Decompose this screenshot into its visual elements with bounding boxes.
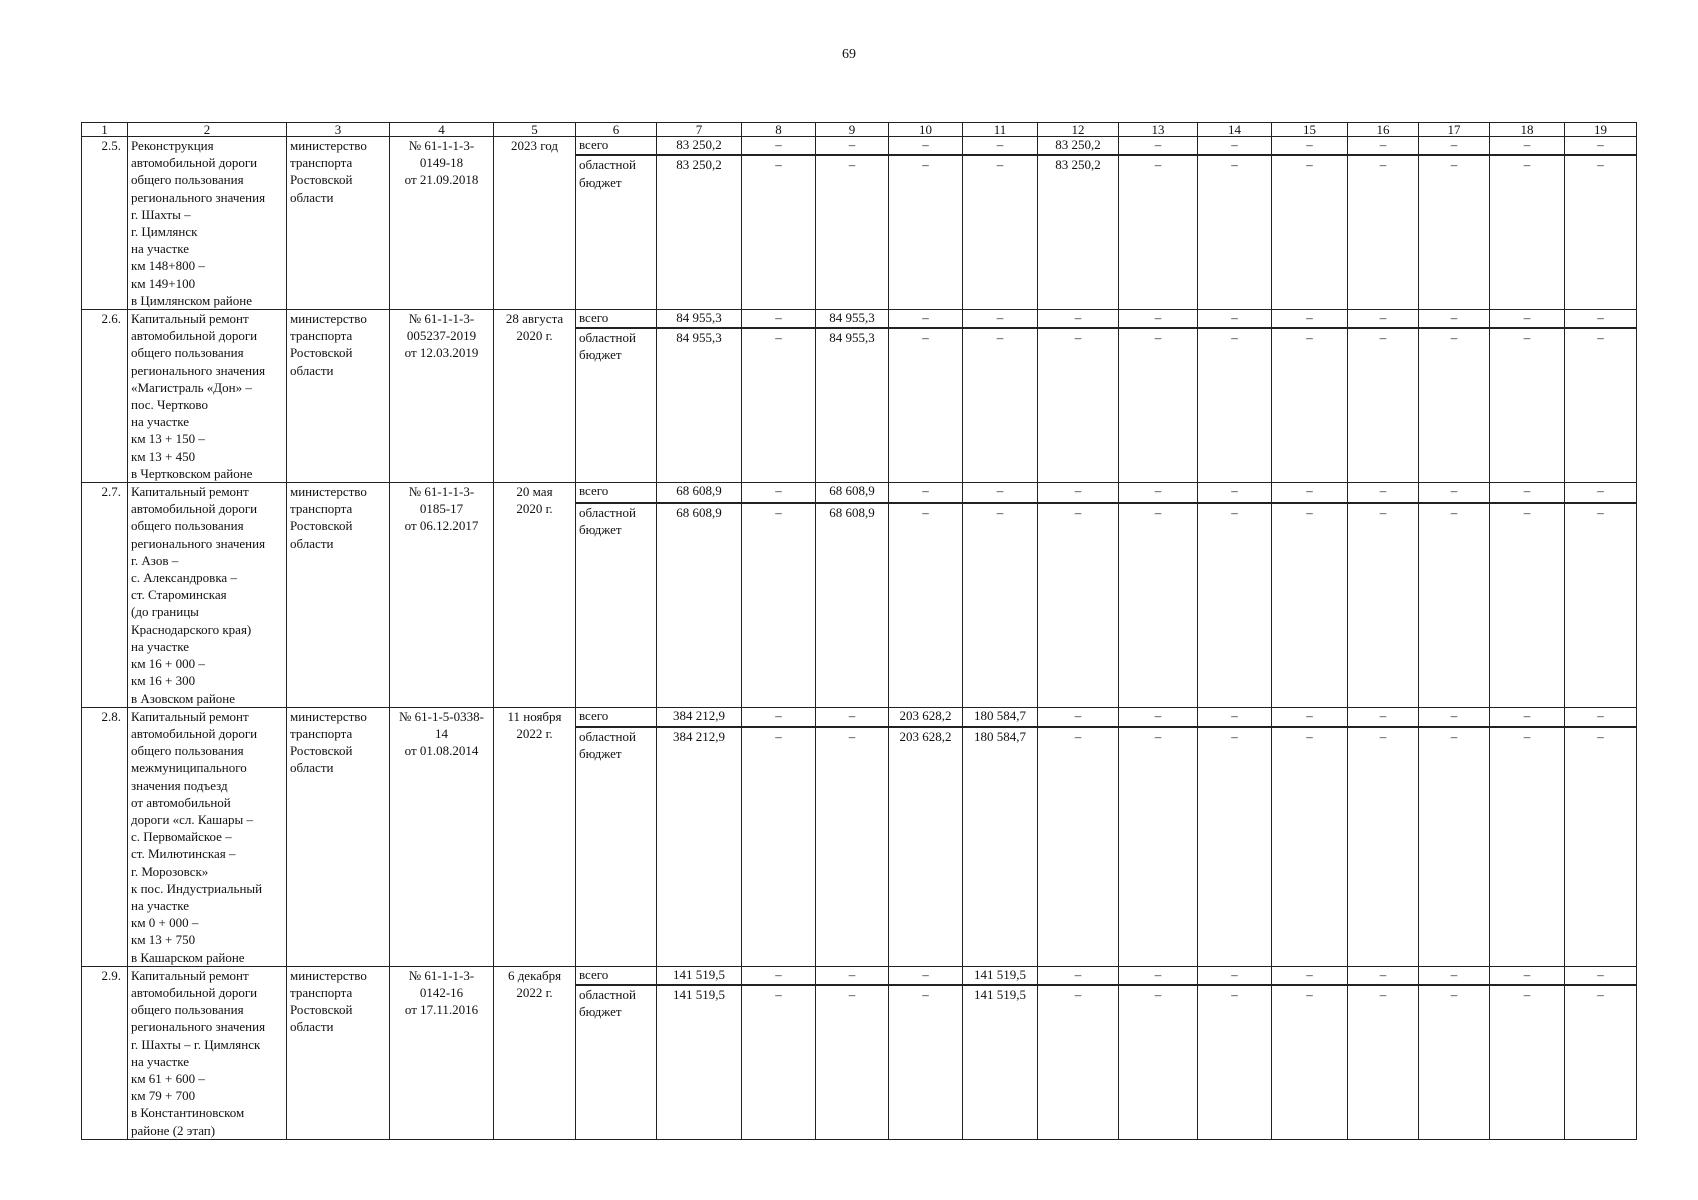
value-regional-col-19: – <box>1565 503 1637 708</box>
value-total-col-16: – <box>1348 137 1419 156</box>
value-total-col-19: – <box>1565 137 1637 156</box>
value-regional-col-16: – <box>1348 503 1419 708</box>
column-header-4: 4 <box>390 123 494 137</box>
value-total-col-16: – <box>1348 483 1419 503</box>
value-regional-col-7: 141 519,5 <box>657 985 742 1140</box>
value-total-col-14: – <box>1198 966 1272 984</box>
row-number: 2.7. <box>82 483 128 708</box>
value-regional-col-10: – <box>889 328 963 483</box>
value-total-col-18: – <box>1490 483 1565 503</box>
value-total-col-18: – <box>1490 707 1565 727</box>
funding-source-total: всего <box>576 707 657 727</box>
value-total-col-7: 83 250,2 <box>657 137 742 156</box>
value-total-col-15: – <box>1272 483 1348 503</box>
value-regional-col-7: 83 250,2 <box>657 155 742 309</box>
funding-source-regional: областной бюджет <box>576 727 657 966</box>
value-regional-col-16: – <box>1348 727 1419 966</box>
value-total-col-12: 83 250,2 <box>1038 137 1119 156</box>
row-number: 2.8. <box>82 707 128 966</box>
value-total-col-17: – <box>1419 137 1490 156</box>
funding-source-total: всего <box>576 483 657 503</box>
expertise-document: № 61-1-1-3- 0149-18 от 21.09.2018 <box>390 137 494 310</box>
value-total-col-11: – <box>963 483 1038 503</box>
value-total-col-17: – <box>1419 483 1490 503</box>
value-total-col-19: – <box>1565 707 1637 727</box>
value-total-col-7: 384 212,9 <box>657 707 742 727</box>
value-total-col-14: – <box>1198 310 1272 328</box>
value-regional-col-18: – <box>1490 328 1565 483</box>
value-regional-col-11: – <box>963 503 1038 708</box>
value-total-col-12: – <box>1038 966 1119 984</box>
value-total-col-19: – <box>1565 966 1637 984</box>
value-total-col-13: – <box>1119 483 1198 503</box>
table-row <box>82 966 1637 984</box>
value-total-col-10: – <box>889 966 963 984</box>
customer-org: министерство транспорта Ростовской области <box>287 707 390 966</box>
value-total-col-9: – <box>816 966 889 984</box>
value-total-col-15: – <box>1272 310 1348 328</box>
expertise-document: № 61-1-1-3- 005237-2019 от 12.03.2019 <box>390 310 494 483</box>
value-total-col-11: – <box>963 137 1038 156</box>
value-regional-col-11: – <box>963 328 1038 483</box>
value-regional-col-10: – <box>889 985 963 1140</box>
value-total-col-14: – <box>1198 483 1272 503</box>
value-total-col-18: – <box>1490 137 1565 156</box>
value-regional-col-18: – <box>1490 727 1565 966</box>
value-regional-col-11: 180 584,7 <box>963 727 1038 966</box>
value-regional-col-8: – <box>742 985 816 1140</box>
value-regional-col-12: – <box>1038 503 1119 708</box>
object-name: Капитальный ремонт автомобильной дороги общего пользования регионального значения «Магистраль «Дон» – пос. Чертково на участке км 13 + 150 – км 13 + 450 в Чертковском районе <box>128 310 287 483</box>
funding-source-total: всего <box>576 137 657 156</box>
value-regional-col-18: – <box>1490 985 1565 1140</box>
value-total-col-13: – <box>1119 137 1198 156</box>
value-total-col-17: – <box>1419 310 1490 328</box>
column-header-19: 19 <box>1565 123 1637 137</box>
value-total-col-17: – <box>1419 966 1490 984</box>
value-regional-col-13: – <box>1119 985 1198 1140</box>
table-row <box>82 707 1637 727</box>
expertise-document: № 61-1-1-3- 0142-16 от 17.11.2016 <box>390 966 494 1139</box>
value-regional-col-7: 384 212,9 <box>657 727 742 966</box>
table-body <box>82 123 1637 1140</box>
value-total-col-13: – <box>1119 310 1198 328</box>
value-total-col-17: – <box>1419 707 1490 727</box>
value-regional-col-15: – <box>1272 328 1348 483</box>
value-regional-col-15: – <box>1272 155 1348 309</box>
value-regional-col-19: – <box>1565 328 1637 483</box>
value-regional-col-8: – <box>742 328 816 483</box>
column-header-9: 9 <box>816 123 889 137</box>
value-total-col-7: 68 608,9 <box>657 483 742 503</box>
row-number: 2.5. <box>82 137 128 310</box>
value-total-col-8: – <box>742 483 816 503</box>
page-number: 69 <box>842 47 856 62</box>
value-regional-col-11: – <box>963 155 1038 309</box>
value-total-col-9: 68 608,9 <box>816 483 889 503</box>
value-regional-col-14: – <box>1198 985 1272 1140</box>
expertise-document: № 61-1-1-3- 0185-17 от 06.12.2017 <box>390 483 494 708</box>
value-regional-col-7: 68 608,9 <box>657 503 742 708</box>
customer-org: министерство транспорта Ростовской области <box>287 137 390 310</box>
funding-source-regional: областной бюджет <box>576 985 657 1140</box>
value-regional-col-15: – <box>1272 503 1348 708</box>
value-total-col-16: – <box>1348 966 1419 984</box>
value-regional-col-15: – <box>1272 727 1348 966</box>
value-total-col-10: – <box>889 483 963 503</box>
value-total-col-10: 203 628,2 <box>889 707 963 727</box>
value-regional-col-14: – <box>1198 727 1272 966</box>
value-total-col-13: – <box>1119 707 1198 727</box>
value-total-col-15: – <box>1272 707 1348 727</box>
value-regional-col-8: – <box>742 503 816 708</box>
value-total-col-16: – <box>1348 707 1419 727</box>
object-name: Капитальный ремонт автомобильной дороги общего пользования регионального значения г. Шахты – г. Цимлянск на участке км 61 + 600 – км 79 + 700 в Константиновском районе (2 этап) <box>128 966 287 1139</box>
column-header-10: 10 <box>889 123 963 137</box>
row-number: 2.6. <box>82 310 128 483</box>
value-total-col-8: – <box>742 966 816 984</box>
column-header-2: 2 <box>128 123 287 137</box>
customer-org: министерство транспорта Ростовской области <box>287 310 390 483</box>
value-total-col-16: – <box>1348 310 1419 328</box>
column-header-7: 7 <box>657 123 742 137</box>
column-header-1: 1 <box>82 123 128 137</box>
value-total-col-12: – <box>1038 310 1119 328</box>
value-regional-col-10: – <box>889 155 963 309</box>
column-header-15: 15 <box>1272 123 1348 137</box>
column-header-12: 12 <box>1038 123 1119 137</box>
budget-table <box>81 122 1637 1140</box>
table-row <box>82 483 1637 503</box>
value-total-col-14: – <box>1198 137 1272 156</box>
value-regional-col-19: – <box>1565 155 1637 309</box>
value-regional-col-13: – <box>1119 328 1198 483</box>
value-regional-col-8: – <box>742 727 816 966</box>
funding-source-regional: областной бюджет <box>576 503 657 708</box>
value-total-col-10: – <box>889 137 963 156</box>
value-total-col-9: – <box>816 707 889 727</box>
object-name: Реконструкция автомобильной дороги общего пользования регионального значения г. Шахты – г. Цимлянск на участке км 148+800 – км 149+100 в Цимлянском районе <box>128 137 287 310</box>
column-header-5: 5 <box>494 123 576 137</box>
value-total-col-14: – <box>1198 707 1272 727</box>
value-regional-col-14: – <box>1198 155 1272 309</box>
column-header-8: 8 <box>742 123 816 137</box>
value-regional-col-9: – <box>816 727 889 966</box>
completion-date: 6 декабря 2022 г. <box>494 966 576 1139</box>
column-header-14: 14 <box>1198 123 1272 137</box>
value-regional-col-7: 84 955,3 <box>657 328 742 483</box>
value-regional-col-11: 141 519,5 <box>963 985 1038 1140</box>
value-regional-col-9: 68 608,9 <box>816 503 889 708</box>
value-total-col-18: – <box>1490 966 1565 984</box>
value-regional-col-9: 84 955,3 <box>816 328 889 483</box>
value-total-col-15: – <box>1272 137 1348 156</box>
customer-org: министерство транспорта Ростовской области <box>287 483 390 708</box>
value-total-col-13: – <box>1119 966 1198 984</box>
value-total-col-11: 180 584,7 <box>963 707 1038 727</box>
value-total-col-9: 84 955,3 <box>816 310 889 328</box>
value-regional-col-19: – <box>1565 985 1637 1140</box>
column-header-16: 16 <box>1348 123 1419 137</box>
completion-date: 20 мая 2020 г. <box>494 483 576 708</box>
completion-date: 11 ноября 2022 г. <box>494 707 576 966</box>
header-row <box>82 123 1637 137</box>
value-regional-col-16: – <box>1348 985 1419 1140</box>
row-number: 2.9. <box>82 966 128 1139</box>
value-total-col-10: – <box>889 310 963 328</box>
value-regional-col-17: – <box>1419 155 1490 309</box>
value-regional-col-9: – <box>816 985 889 1140</box>
value-regional-col-14: – <box>1198 503 1272 708</box>
value-regional-col-18: – <box>1490 503 1565 708</box>
value-total-col-8: – <box>742 707 816 727</box>
value-total-col-7: 84 955,3 <box>657 310 742 328</box>
value-regional-col-12: 83 250,2 <box>1038 155 1119 309</box>
value-regional-col-16: – <box>1348 155 1419 309</box>
value-regional-col-13: – <box>1119 503 1198 708</box>
value-total-col-15: – <box>1272 966 1348 984</box>
value-total-col-19: – <box>1565 310 1637 328</box>
column-header-11: 11 <box>963 123 1038 137</box>
value-total-col-18: – <box>1490 310 1565 328</box>
value-regional-col-10: – <box>889 503 963 708</box>
value-total-col-12: – <box>1038 483 1119 503</box>
completion-date: 2023 год <box>494 137 576 310</box>
object-name: Капитальный ремонт автомобильной дороги общего пользования регионального значения г. Азов – с. Александровка – ст. Староминская (до границы Краснодарского края) на участке км 16 + 000 – км 16 + 300 в Азовском районе <box>128 483 287 708</box>
value-regional-col-12: – <box>1038 985 1119 1140</box>
value-regional-col-12: – <box>1038 727 1119 966</box>
value-total-col-12: – <box>1038 707 1119 727</box>
value-regional-col-17: – <box>1419 727 1490 966</box>
value-total-col-8: – <box>742 137 816 156</box>
value-regional-col-9: – <box>816 155 889 309</box>
value-regional-col-13: – <box>1119 155 1198 309</box>
funding-source-regional: областной бюджет <box>576 328 657 483</box>
column-header-3: 3 <box>287 123 390 137</box>
column-header-17: 17 <box>1419 123 1490 137</box>
value-regional-col-10: 203 628,2 <box>889 727 963 966</box>
value-regional-col-15: – <box>1272 985 1348 1140</box>
value-regional-col-14: – <box>1198 328 1272 483</box>
value-regional-col-17: – <box>1419 328 1490 483</box>
object-name: Капитальный ремонт автомобильной дороги общего пользования межмуниципального значения подъезд от автомобильной дороги «сл. Кашары – с. Первомайское – ст. Милютинская – г. Морозовск» к пос. Индустриальный на участке км 0 + 000 – км 13 + 750 в Кашарском районе <box>128 707 287 966</box>
value-regional-col-13: – <box>1119 727 1198 966</box>
value-total-col-19: – <box>1565 483 1637 503</box>
value-regional-col-16: – <box>1348 328 1419 483</box>
value-total-col-7: 141 519,5 <box>657 966 742 984</box>
table-row <box>82 137 1637 156</box>
value-regional-col-18: – <box>1490 155 1565 309</box>
funding-source-total: всего <box>576 966 657 984</box>
column-header-6: 6 <box>576 123 657 137</box>
value-total-col-11: – <box>963 310 1038 328</box>
table-row <box>82 310 1637 328</box>
value-regional-col-17: – <box>1419 503 1490 708</box>
value-total-col-11: 141 519,5 <box>963 966 1038 984</box>
completion-date: 28 августа 2020 г. <box>494 310 576 483</box>
value-regional-col-8: – <box>742 155 816 309</box>
customer-org: министерство транспорта Ростовской области <box>287 966 390 1139</box>
funding-source-regional: областной бюджет <box>576 155 657 309</box>
column-header-18: 18 <box>1490 123 1565 137</box>
value-regional-col-12: – <box>1038 328 1119 483</box>
value-regional-col-17: – <box>1419 985 1490 1140</box>
value-total-col-8: – <box>742 310 816 328</box>
expertise-document: № 61-1-5-0338- 14 от 01.08.2014 <box>390 707 494 966</box>
column-header-13: 13 <box>1119 123 1198 137</box>
funding-source-total: всего <box>576 310 657 328</box>
value-total-col-9: – <box>816 137 889 156</box>
value-regional-col-19: – <box>1565 727 1637 966</box>
